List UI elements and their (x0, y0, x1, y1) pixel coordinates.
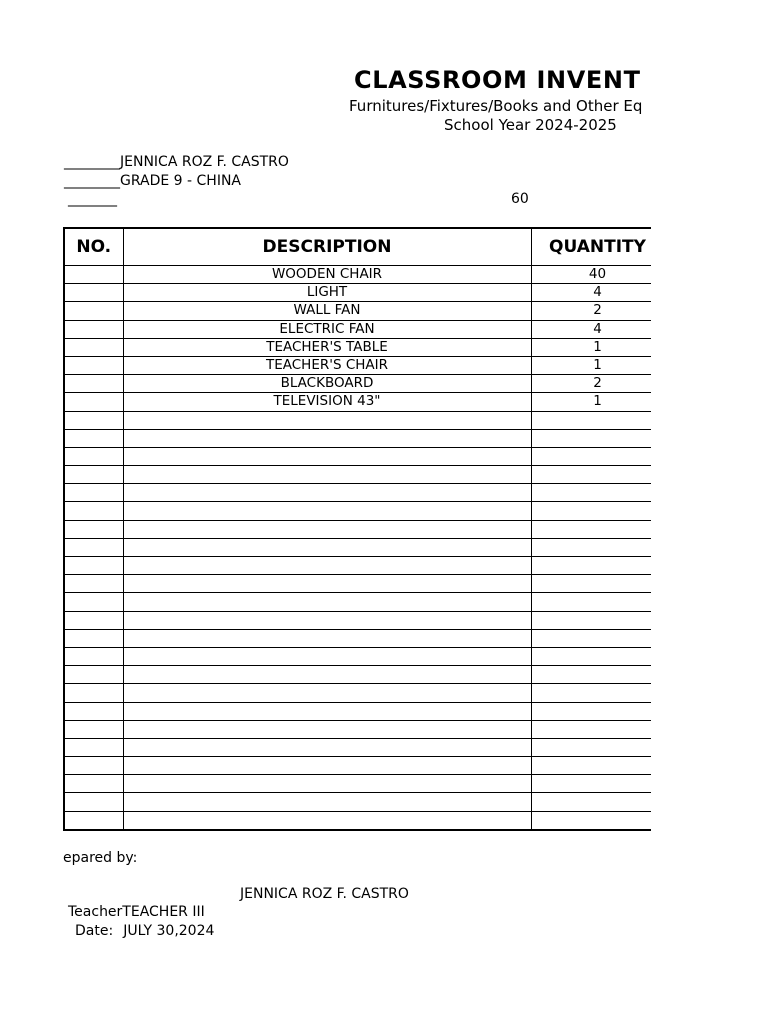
table-row (64, 557, 651, 575)
cell-no (64, 793, 123, 811)
table-row (64, 775, 651, 793)
cell-description (123, 702, 531, 720)
cell-quantity (531, 793, 651, 811)
table-row (64, 720, 651, 738)
cell-description: TEACHER'S TABLE (123, 338, 531, 356)
cell-description (123, 502, 531, 520)
table-row (64, 393, 651, 411)
grade-line: ________GRADE 9 - CHINA (64, 173, 242, 189)
cell-quantity (531, 720, 651, 738)
signatory-name: JENNICA ROZ F. CASTRO (240, 886, 409, 902)
cell-no (64, 775, 123, 793)
cell-no (64, 502, 123, 520)
table-row (64, 356, 651, 374)
table-row (64, 520, 651, 538)
cell-description: WALL FAN (123, 302, 531, 320)
table-row (64, 284, 651, 302)
table-row (64, 411, 651, 429)
page-title: CLASSROOM INVENT (354, 66, 641, 94)
inventory-table (63, 227, 651, 831)
teacher-line: ________JENNICA ROZ F. CASTRO (64, 154, 289, 170)
cell-quantity (531, 611, 651, 629)
cell-no (64, 557, 123, 575)
cell-no (64, 538, 123, 556)
table-row (64, 502, 651, 520)
cell-description (123, 575, 531, 593)
cell-quantity: 4 (531, 320, 651, 338)
date-label: Date: (75, 923, 114, 939)
cell-description: LIGHT (123, 284, 531, 302)
cell-description (123, 775, 531, 793)
cell-no (64, 593, 123, 611)
cell-no (64, 375, 123, 393)
cell-quantity (531, 647, 651, 665)
cell-quantity (531, 684, 651, 702)
cell-no (64, 611, 123, 629)
header-no: NO. (64, 228, 123, 266)
cell-description: TELEVISION 43" (123, 393, 531, 411)
cell-quantity (531, 538, 651, 556)
cell-no (64, 338, 123, 356)
cell-no (64, 757, 123, 775)
cell-description: WOODEN CHAIR (123, 266, 531, 284)
table-row (64, 484, 651, 502)
table-row (64, 593, 651, 611)
cell-quantity (531, 702, 651, 720)
cell-no (64, 647, 123, 665)
cell-description (123, 757, 531, 775)
cell-description (123, 684, 531, 702)
cell-quantity (531, 502, 651, 520)
table-row (64, 429, 651, 447)
cell-description (123, 738, 531, 756)
cell-no (64, 356, 123, 374)
cell-no (64, 302, 123, 320)
cell-quantity (531, 575, 651, 593)
cell-quantity (531, 775, 651, 793)
cell-quantity (531, 466, 651, 484)
header-quantity: QUANTITY (531, 228, 651, 266)
cell-no (64, 702, 123, 720)
cell-no (64, 738, 123, 756)
cell-description (123, 629, 531, 647)
page-subtitle: Furnitures/Fixtures/Books and Other Eq (349, 97, 643, 115)
cell-no (64, 466, 123, 484)
table-row (64, 447, 651, 465)
cell-description (123, 793, 531, 811)
cell-quantity: 2 (531, 375, 651, 393)
cell-quantity (531, 557, 651, 575)
cell-no (64, 393, 123, 411)
table-header-row (64, 228, 651, 266)
cell-description (123, 447, 531, 465)
cell-description (123, 811, 531, 830)
table-row (64, 738, 651, 756)
cell-quantity (531, 520, 651, 538)
cell-description (123, 611, 531, 629)
cell-description (123, 466, 531, 484)
school-year: School Year 2024-2025 (444, 116, 617, 134)
cell-description (123, 538, 531, 556)
cell-description (123, 666, 531, 684)
cell-description (123, 557, 531, 575)
cell-quantity: 1 (531, 338, 651, 356)
cell-quantity: 1 (531, 356, 651, 374)
cell-description (123, 411, 531, 429)
cell-quantity: 40 (531, 266, 651, 284)
cell-no (64, 284, 123, 302)
table-row (64, 702, 651, 720)
date-value: JULY 30,2024 (123, 923, 215, 939)
table-row (64, 375, 651, 393)
cell-description: BLACKBOARD (123, 375, 531, 393)
table-row (64, 793, 651, 811)
table-row (64, 757, 651, 775)
table-row (64, 666, 651, 684)
table-row (64, 684, 651, 702)
date-line (75, 923, 214, 939)
cell-quantity: 4 (531, 284, 651, 302)
cell-quantity (531, 666, 651, 684)
cell-no (64, 484, 123, 502)
count-value: 60 (511, 191, 529, 207)
cell-quantity (531, 411, 651, 429)
cell-no (64, 629, 123, 647)
table-row (64, 538, 651, 556)
cell-no (64, 429, 123, 447)
cell-no (64, 684, 123, 702)
cell-description: ELECTRIC FAN (123, 320, 531, 338)
cell-description (123, 429, 531, 447)
cell-no (64, 720, 123, 738)
cell-quantity (531, 738, 651, 756)
cell-no (64, 575, 123, 593)
table-row (64, 320, 651, 338)
cell-quantity (531, 593, 651, 611)
table-row (64, 647, 651, 665)
cell-quantity (531, 811, 651, 830)
cell-no (64, 411, 123, 429)
cell-description (123, 720, 531, 738)
table-row (64, 338, 651, 356)
cell-no (64, 666, 123, 684)
table-row (64, 629, 651, 647)
header-description: DESCRIPTION (123, 228, 531, 266)
cell-no (64, 447, 123, 465)
cell-no (64, 320, 123, 338)
cell-description (123, 520, 531, 538)
cell-quantity (531, 757, 651, 775)
cell-quantity (531, 629, 651, 647)
table-row (64, 466, 651, 484)
cell-quantity (531, 429, 651, 447)
cell-quantity: 2 (531, 302, 651, 320)
blank-line: _______ (68, 191, 117, 207)
cell-description (123, 484, 531, 502)
cell-no (64, 266, 123, 284)
table-body (64, 266, 651, 830)
cell-no (64, 520, 123, 538)
table-row (64, 266, 651, 284)
signatory-position: TeacherTEACHER III (68, 904, 205, 920)
table-row (64, 575, 651, 593)
prepared-by-label: epared by: (63, 850, 138, 866)
table-row (64, 811, 651, 830)
cell-quantity (531, 484, 651, 502)
cell-description: TEACHER'S CHAIR (123, 356, 531, 374)
table-row (64, 302, 651, 320)
cell-no (64, 811, 123, 830)
cell-description (123, 647, 531, 665)
table-row (64, 611, 651, 629)
cell-description (123, 593, 531, 611)
cell-quantity: 1 (531, 393, 651, 411)
cell-quantity (531, 447, 651, 465)
